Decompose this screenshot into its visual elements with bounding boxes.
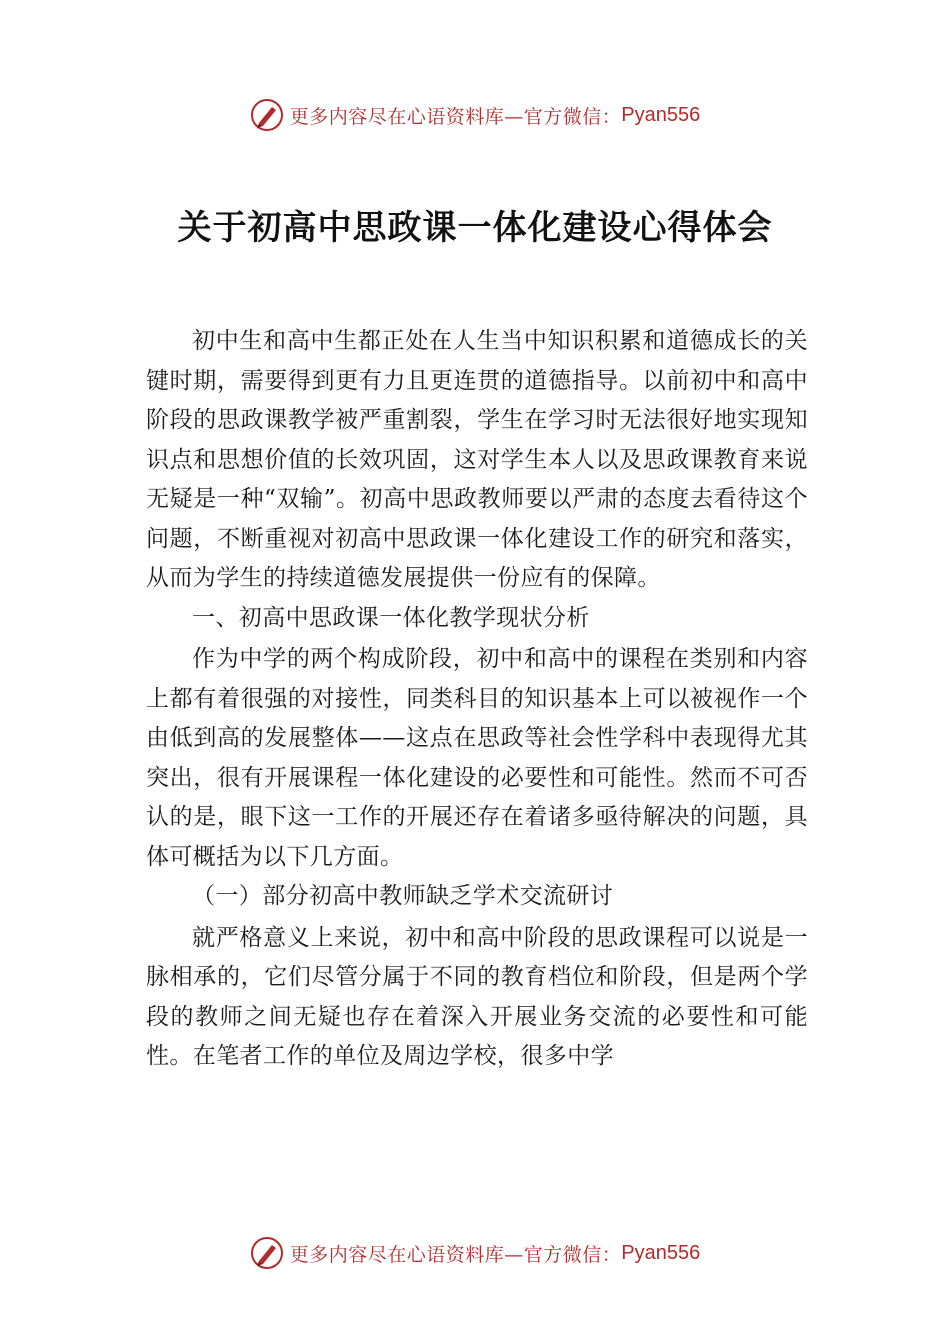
paragraph-exchange: 就严格意义上来说，初中和高中阶段的思政课程可以说是一脉相承的，它们尽管分属于不同的教育档位和阶段，但是两个学段的教师之间无疑也存在着深入开展业务交流的必要性和可能性。在笔者工作的单位及周边学校，很多中学: [146, 924, 808, 1069]
subsection-heading-1: （一）部分初高中教师缺乏学术交流研讨: [192, 883, 614, 909]
banner-text: 更多内容尽在心语资料库—官方微信：: [289, 105, 622, 128]
pen-logo-icon: [250, 98, 284, 132]
header-banner: [0, 95, 950, 135]
banner-text: 更多内容尽在心语资料库—官方微信：: [289, 1243, 622, 1266]
paragraph-intro: 初中生和高中生都正处在人生当中知识积累和道德成长的关键时期，需要得到更有力且更连贯的道德指导。以前初中和高中阶段的思政课教学被严重割裂，学生在学习时无法很好地实现知识点和思想价值的长效巩固，这对学生本人以及思政课教育来说无疑是一种“双输”。初高中思政教师要以严肃的态度去看待这个问题，不断重视对初高中思政课一体化建设工作的研究和落实，从而为学生的持续道德发展提供一份应有的保障。: [146, 328, 808, 591]
footer-banner: [0, 1233, 950, 1273]
banner-wechat-id: Pyan556: [621, 103, 701, 126]
paragraph-analysis: 作为中学的两个构成阶段，初中和高中的课程在类别和内容上都有着很强的对接性，同类科目的知识基本上可以被视作一个由低到高的发展整体——这点在思政等社会性学科中表现得尤其突出，很有开展课程一体化建设的必要性和可能性。然而不可否认的是，眼下这一工作的开展还存在着诸多亟待解决的问题，具体可概括为以下几方面。: [146, 646, 808, 870]
banner-wechat-id: Pyan556: [621, 1241, 701, 1264]
document-title: 关于初高中思政课一体化建设心得体会: [177, 208, 773, 248]
section-heading-1: 一、初高中思政课一体化教学现状分析: [192, 604, 590, 631]
pen-logo-icon: [250, 1236, 284, 1270]
document-body: [146, 322, 808, 1077]
